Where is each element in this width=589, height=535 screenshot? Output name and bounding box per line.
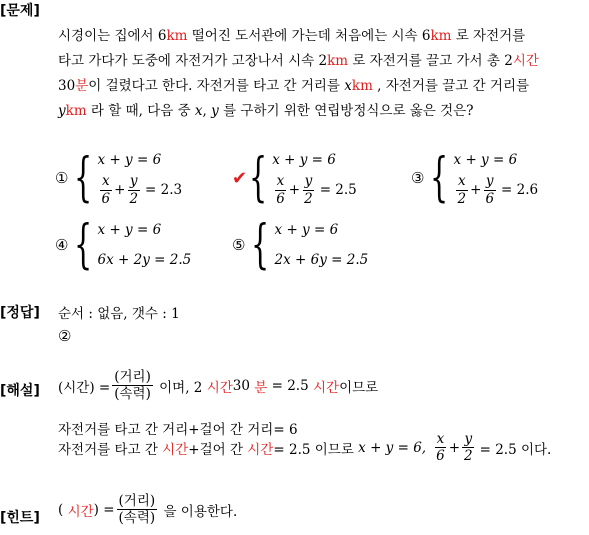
fraction — [127, 174, 140, 205]
explanation-tag: [해설] — [0, 383, 40, 399]
text: = 2.5 이므로 — [273, 441, 359, 458]
text: 로 자전거를 끌고 가서 총 2 — [348, 53, 513, 69]
plus: + — [114, 182, 126, 198]
text: 시경이는 집에서 6 — [58, 28, 167, 44]
brace-icon: { — [74, 148, 93, 208]
fraction — [302, 174, 315, 205]
answer-value: ② — [58, 327, 72, 345]
unit-hour: 시간 — [67, 503, 94, 520]
equation-2 — [98, 172, 183, 208]
text: 라 할 때, 다음 중 — [86, 103, 195, 119]
unit-hour: 시간 — [512, 53, 539, 69]
brace-icon: { — [251, 215, 270, 275]
text: 30 — [232, 377, 255, 394]
option-4[interactable] — [55, 215, 192, 275]
equation: x + y = 6, — [358, 439, 427, 456]
denominator: (속력) — [118, 510, 156, 527]
option-5[interactable] — [232, 215, 369, 275]
equation-2: 6x + 2y = 2.5 — [97, 252, 192, 268]
text: 자전거를 타고 간 — [58, 441, 163, 458]
equation-1: x + y = 6 — [272, 152, 336, 168]
unit-hour: 시간 — [206, 379, 233, 396]
check-icon: ✔ — [232, 167, 248, 189]
var-x: x — [194, 103, 203, 119]
option-number: ① — [55, 169, 69, 187]
answer-tag: [정답] — [0, 305, 40, 321]
numerator: y — [485, 173, 494, 190]
option-1[interactable] — [55, 148, 182, 208]
text: +걸어 간 — [188, 441, 248, 458]
unit-minute: 분 — [75, 78, 89, 94]
hint-line — [58, 494, 237, 525]
denominator: 6 — [436, 448, 445, 465]
text: = 2.5 — [267, 377, 313, 394]
unit-hour: 시간 — [312, 379, 340, 396]
text: 30 — [58, 78, 76, 94]
denominator: 6 — [485, 190, 495, 207]
denominator: 2 — [457, 190, 467, 207]
explanation-line-1 — [58, 370, 378, 401]
fraction — [274, 174, 287, 205]
unit-km: km — [430, 28, 452, 44]
text: = 2.5 이다. — [479, 441, 552, 458]
fraction — [456, 174, 469, 205]
text: 이 걸렸다고 한다. 자전거를 타고 간 거리를 — [88, 78, 345, 94]
option-number: ③ — [411, 169, 425, 187]
numerator: (거리) — [118, 493, 156, 509]
var-x: x — [344, 78, 352, 94]
unit-hour: 시간 — [162, 441, 189, 458]
denominator: 2 — [129, 190, 139, 207]
unit-km: km — [351, 78, 373, 94]
text: 타고 가다가 도중에 자전거가 고장나서 시속 2 — [58, 53, 328, 69]
var-y: y — [211, 103, 219, 119]
hint-tag: [힌트] — [0, 510, 40, 526]
equation-1: x + y = 6 — [453, 152, 518, 168]
numerator: x — [102, 173, 110, 190]
option-number: ⑤ — [232, 236, 246, 254]
answer-info: 순서 : 없음, 갯수 : 1 — [58, 306, 180, 322]
equation-2 — [454, 172, 539, 208]
brace-icon: { — [74, 215, 93, 275]
equation-1: x + y = 6 — [97, 152, 162, 168]
equation-2: 2x + 6y = 2.5 — [274, 252, 369, 268]
denominator: 6 — [276, 190, 285, 207]
numerator: x — [436, 431, 445, 447]
text: 이며, 2 — [154, 379, 207, 396]
text: 을 이용한다. — [159, 503, 238, 520]
problem-line-4 — [58, 99, 473, 119]
text: (시간) = — [58, 379, 111, 396]
unit-km: km — [327, 53, 349, 69]
rhs: = 2.6 — [501, 182, 539, 198]
text: 를 구하기 위한 연립방정식으로 옳은 것은? — [218, 103, 474, 119]
fraction — [483, 174, 496, 205]
explanation-line-2: 자전거를 타고 간 거리+걸어 간 거리= 6 — [58, 422, 298, 438]
text: , — [202, 103, 212, 119]
numerator: y — [129, 173, 138, 190]
explanation-line-3 — [58, 432, 551, 463]
option-2[interactable] — [232, 148, 357, 208]
problem-line-1 — [58, 24, 525, 44]
fraction — [434, 432, 447, 463]
denominator: 2 — [304, 190, 313, 207]
fraction — [100, 174, 113, 205]
text: , 자전거를 끌고 간 거리를 — [372, 78, 530, 94]
brace-icon: { — [249, 148, 268, 208]
denominator: 6 — [101, 190, 111, 207]
rhs: = 2.3 — [145, 182, 183, 198]
problem-line-3 — [58, 74, 529, 94]
var-y: y — [58, 103, 66, 119]
plus: + — [288, 182, 301, 198]
fraction — [117, 494, 158, 525]
fraction — [112, 370, 153, 401]
equation-1: x + y = 6 — [97, 222, 162, 238]
unit-km: km — [166, 28, 188, 44]
numerator: y — [304, 173, 313, 190]
denominator: (속력) — [114, 386, 151, 403]
unit-km: km — [65, 103, 87, 119]
fraction — [462, 432, 475, 463]
text: 이므로 — [339, 379, 379, 396]
numerator: x — [458, 173, 466, 190]
plus: + — [470, 182, 482, 198]
unit-hour: 시간 — [247, 441, 274, 458]
option-3[interactable] — [411, 148, 538, 208]
problem-line-2 — [58, 49, 539, 69]
option-number: ④ — [55, 236, 69, 254]
rhs: = 2.5 — [319, 182, 357, 198]
text: 떨어진 도서관에 가는데 처음에는 시속 6 — [187, 28, 431, 44]
text: ) = — [93, 501, 115, 518]
numerator: (거리) — [114, 369, 151, 385]
numerator: x — [276, 173, 285, 190]
text: 로 자전거를 — [451, 28, 526, 44]
text: ( — [58, 501, 68, 518]
unit-minute: 분 — [254, 379, 268, 396]
brace-icon: { — [430, 148, 449, 208]
equation-2 — [272, 172, 357, 208]
numerator: y — [464, 431, 473, 447]
equation-1: x + y = 6 — [274, 222, 339, 238]
problem-tag: [문제] — [0, 3, 40, 19]
denominator: 2 — [464, 448, 473, 465]
plus: + — [448, 439, 460, 456]
